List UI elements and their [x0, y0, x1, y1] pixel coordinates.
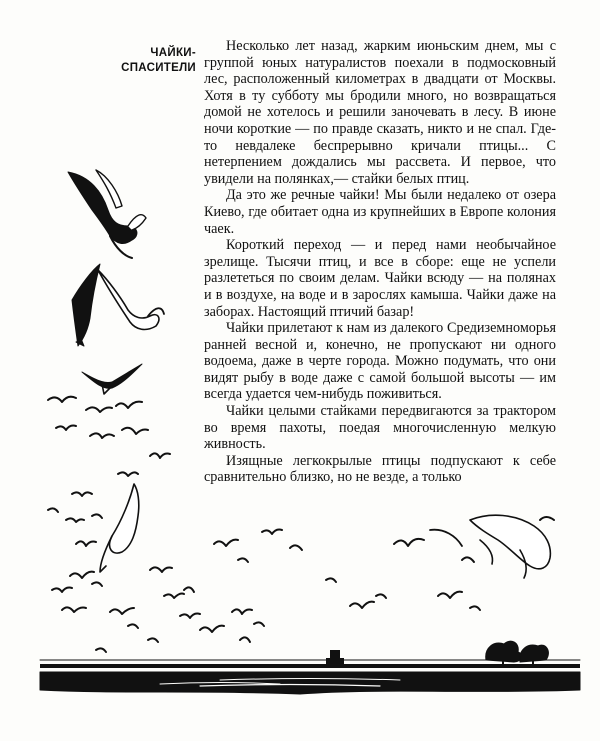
gull-large-3 — [430, 515, 554, 578]
paragraph-1: Несколько лет назад, жарким июньским днем, мы с группой юных натуралистов поехали в подмосковный лес, расположенный километрах в двадцати от Москвы. Хотя в ту субботу мы бродили много, но возвращаться домой не хотелось и решили заночевать в лесу. В июне ночи короткие — по правде сказать, никто и не спал. Где-то невдалеке беспрерывно кричали птицы... С нетерпением дождались мы рассвета. И первое, что увидели на полянках,— стайки белых птиц. — [204, 38, 556, 187]
gull-large-2 — [72, 264, 164, 346]
gull-medium-1 — [82, 364, 142, 394]
trees — [486, 641, 549, 666]
paragraph-3: Короткий переход — и перед нами необычайное зрелище. Тысячи птиц, и все в сборе: еще не успели разлететься по своим делам. Чайки всюду — на полянах и в воздухе, на воде и в зарослях камыша. Чайки даже на заборах. Настоящий птичий базар! — [204, 237, 556, 320]
heading-line-2: СПАСИТЕЛИ — [121, 62, 196, 74]
flock-small-birds — [48, 397, 480, 652]
paragraph-2: Да это же речные чайки! Мы были недалеко от озера Киево, где обитает одна из крупнейших в Европе колония чаек. — [204, 187, 556, 237]
paragraph-4: Чайки прилетают к нам из далекого Средиземноморья ранней весной и, конечно, не пропускают ни одного водоема, даже в черте города. Можно подумать, что они видят рыбу в воде даже с самой большой высоты — им всегда удается чем-нибудь поживиться. — [204, 320, 556, 403]
gull-large-1 — [68, 170, 146, 258]
gull-medium-2 — [100, 484, 139, 572]
horizon-ground — [40, 660, 580, 694]
heading-line-1: ЧАЙКИ- — [150, 47, 196, 59]
paragraph-5: Чайки целыми стайками передвигаются за трактором во время пахоты, поедая многочисленную мелкую живность. — [204, 403, 556, 453]
tractor-silhouette — [326, 650, 344, 664]
paragraph-6: Изящные легкокрылые птицы подпускают к себе сравнительно близко, но не везде, а только — [204, 452, 556, 486]
